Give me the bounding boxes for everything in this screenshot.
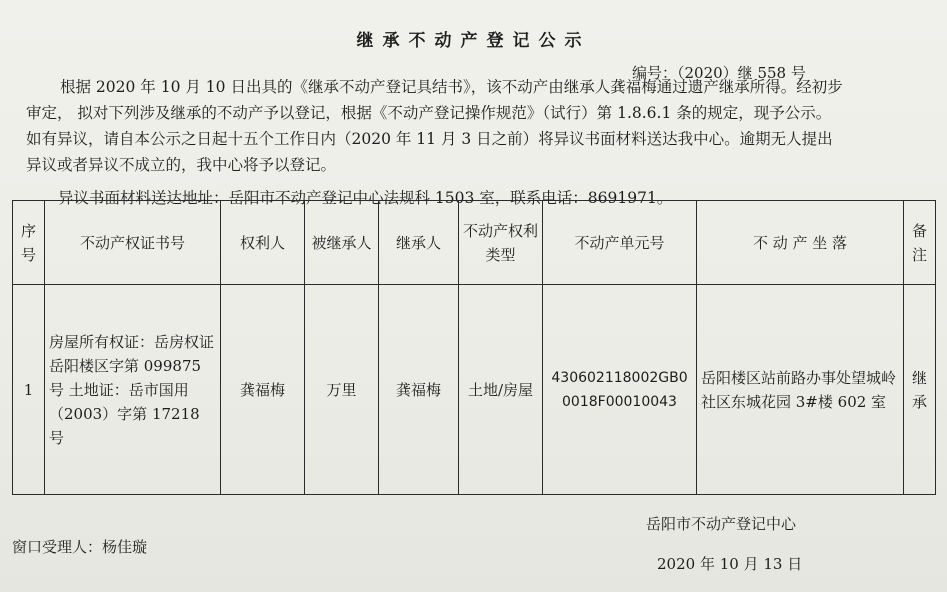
header-cert: 不动产权证书号 [45,201,221,285]
document-number: 编号：（2020）继 558 号 [632,64,806,82]
header-remark: 备注 [904,201,936,285]
objection-address: 异议书面材料送达地址：岳阳市不动产登记中心法规科 1503 室，联系电话：8691971。 [58,189,673,207]
signing-date: 2020 年 10 月 13 日 [657,555,803,573]
cell-remark: 继承 [904,285,936,495]
header-unit-no: 不动产单元号 [543,201,697,285]
cell-seq: 1 [13,285,45,495]
paragraph-line-4: 异议或者异议不成立的，我中心将予以登记。 [26,156,337,174]
bleed-through-top [90,4,93,20]
cell-unit-no: 430602118002GB00018F00010043 [543,285,697,495]
header-location: 不 动 产 坐 落 [697,201,904,285]
paragraph-line-1: 根据 2020 年 10 月 10 日出具的《继承不动产登记具结书》，该不动产由继承人龚福梅通过遗产继承所得。经初步 [60,78,843,96]
table-row [13,285,936,495]
header-right-type: 不动产权利类型 [459,201,543,285]
notice-paragraph [26,74,926,178]
cell-holder: 龚福梅 [221,285,305,495]
paragraph-line-2: 审定， 拟对下列涉及继承的不动产予以登记，根据《不动产登记操作规范》（试行）第 1.8.6.1 条的规定，现予公示。 [26,104,832,122]
header-heir: 继承人 [379,201,459,285]
signing-organization: 岳阳市不动产登记中心 [646,515,797,533]
cell-right-type: 土地/房屋 [459,285,543,495]
cell-location: 岳阳楼区站前路办事处望城岭社区东城花园 3#楼 602 室 [697,285,904,495]
paragraph-line-3: 如有异议，请自本公示之日起十五个工作日内（2020 年 11 月 3 日之前）将异议书面材料送达我中心。逾期无人提出 [26,130,833,148]
header-seq: 序号 [13,201,45,285]
table-header-row [13,201,936,285]
cell-cert: 房屋所有权证：岳房权证岳阳楼区字第 099875 号 土地证：岳市国用（2003）字第 17218 号 [45,285,221,495]
window-receiver: 窗口受理人：杨佳璇 [12,538,148,556]
registration-table [12,200,936,495]
header-decedent: 被继承人 [305,201,379,285]
header-holder: 权利人 [221,201,305,285]
cell-heir: 龚福梅 [379,285,459,495]
page-title: 继承不动产登记公示 [356,31,591,51]
cell-decedent: 万里 [305,285,379,495]
